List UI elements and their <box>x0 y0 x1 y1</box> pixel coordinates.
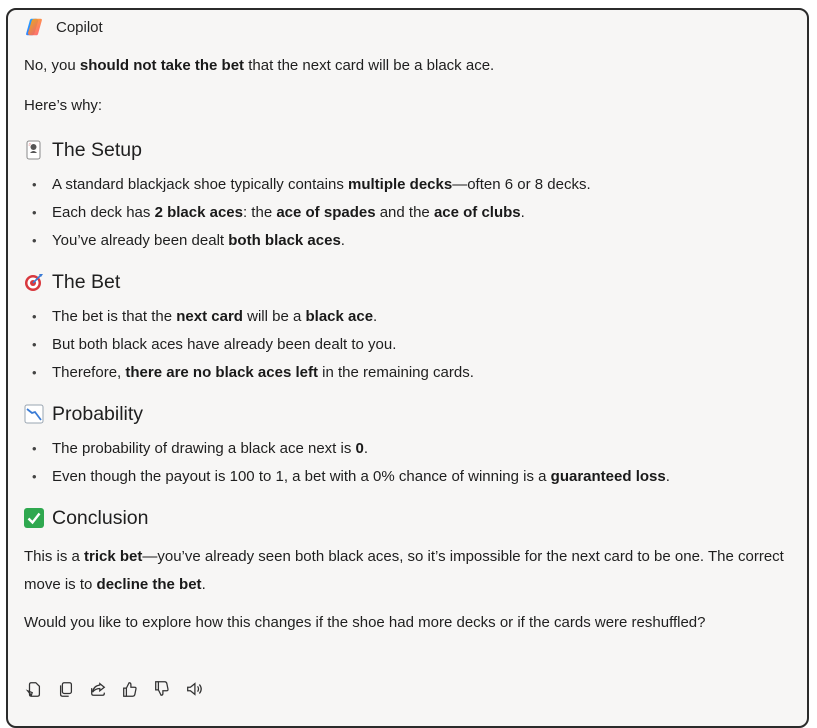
section-title: Conclusion <box>52 506 149 529</box>
bold-text: there are no black aces left <box>125 364 318 381</box>
list-item: • Even though the payout is 100 to 1, a bet with a 0% chance of winning is a guaranteed loss. <box>24 463 794 491</box>
bold-text: 0 <box>355 440 364 457</box>
speaker-icon <box>185 680 203 698</box>
bold-text: ace of spades <box>276 204 376 221</box>
chart-decreasing-icon <box>24 404 44 424</box>
bold-text: black ace <box>305 308 374 325</box>
section-heading-probability <box>24 399 794 429</box>
list-item: • The bet is that the next card will be a black ace. <box>24 303 794 331</box>
probability-list <box>24 435 794 491</box>
section-heading-conclusion <box>24 503 794 533</box>
list-item: • A standard blackjack shoe typically contains multiple decks—often 6 or 8 decks. <box>24 171 794 199</box>
list-item: • You’ve already been dealt both black aces. <box>24 227 794 255</box>
read-aloud-button[interactable] <box>184 679 204 699</box>
message-body <box>24 50 794 637</box>
bold-text: guaranteed loss <box>550 468 666 485</box>
section-title: Probability <box>52 402 144 425</box>
section-title: The Setup <box>52 138 142 161</box>
thumbs-down-icon <box>153 680 171 698</box>
follow-up-question: Would you like to explore how this changes if the shoe had more decks or if the cards were reshuffled? <box>24 614 706 631</box>
page-icon <box>25 680 43 698</box>
copy-icon <box>57 680 75 698</box>
bold-text: trick bet <box>84 548 143 565</box>
svg-text:J: J <box>28 141 31 147</box>
copy-button[interactable] <box>56 679 76 699</box>
conclusion-paragraph: This is a trick bet—you’ve already seen both black aces, so it’s impossible for the next card to be one. The correct move is to decline the bet. <box>24 548 784 593</box>
copilot-logo-icon <box>24 16 46 38</box>
response-header <box>24 15 103 39</box>
message-actions <box>24 679 216 699</box>
intro-paragraph: No, you should not take the bet that the next card will be a black ace. <box>24 57 495 74</box>
why-label: Here’s why: <box>24 97 103 114</box>
bold-text: ace of clubs <box>433 204 521 221</box>
bold-text: should not take the bet <box>79 57 245 74</box>
bold-text: decline the bet <box>96 576 202 593</box>
setup-list <box>24 171 794 255</box>
section-title: The Bet <box>52 270 121 293</box>
list-item: • Each deck has 2 black aces: the ace of spades and the ace of clubs. <box>24 199 794 227</box>
app-name: Copilot <box>56 18 103 36</box>
thumbs-up-icon <box>121 680 139 698</box>
list-item: • The probability of drawing a black ace next is 0. <box>24 435 794 463</box>
bet-list <box>24 303 794 387</box>
thumbs-down-button[interactable] <box>152 679 172 699</box>
bold-text: multiple decks <box>348 176 453 193</box>
copilot-response-card <box>6 8 809 728</box>
bold-text: both black aces <box>228 232 341 249</box>
dart-target-icon <box>24 272 44 292</box>
playing-card-icon <box>24 140 44 160</box>
section-heading-setup <box>24 135 794 165</box>
section-heading-bet <box>24 267 794 297</box>
bold-text: 2 black aces <box>154 204 243 221</box>
share-icon <box>89 680 107 698</box>
list-item: • But both black aces have already been dealt to you. <box>24 331 794 359</box>
check-mark-icon <box>24 508 44 528</box>
thumbs-up-button[interactable] <box>120 679 140 699</box>
bold-text: next card <box>176 308 243 325</box>
list-item: • Therefore, there are no black aces left in the remaining cards. <box>24 359 794 387</box>
share-button[interactable] <box>88 679 108 699</box>
create-page-button[interactable] <box>24 679 44 699</box>
